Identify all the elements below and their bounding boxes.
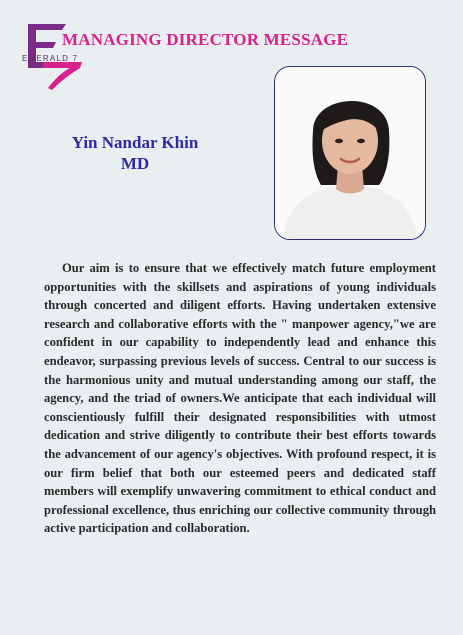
- director-portrait-photo: [274, 66, 426, 240]
- message-body: Our aim is to ensure that we effectively match future employment opportunities with the skillsets and aspirations of young individuals through concerted and diligent efforts. Having undertaken extensive research and collaborative efforts with the " manpower agency,"we are confident in our capability to independently lead and enhance this endeavor, surpassing previous levels of success. Central to our success is the harmonious unity and mutual understanding among our staff, the agency, and the triad of owners.We anticipate that each individual will conscientiously fulfill their designated responsibilities with utmost dedication and strive diligently to contribute their best efforts towards the advancement of our agency's objectives. With profound respect, it is our firm belief that both our esteemed peers and dedicated staff members will exemplify unwavering commitment to ethical conduct and professional excellence, thus enriching our collective community through active participation and collaboration.: [44, 261, 436, 536]
- portrait-illustration: [275, 67, 425, 239]
- director-name: Yin Nandar Khin: [71, 133, 199, 152]
- director-role: MD: [120, 154, 150, 173]
- director-name-block: [60, 132, 210, 174]
- logo-text: EMERALD 7: [22, 54, 79, 63]
- page-title: MANAGING DIRECTOR MESSAGE: [62, 30, 349, 49]
